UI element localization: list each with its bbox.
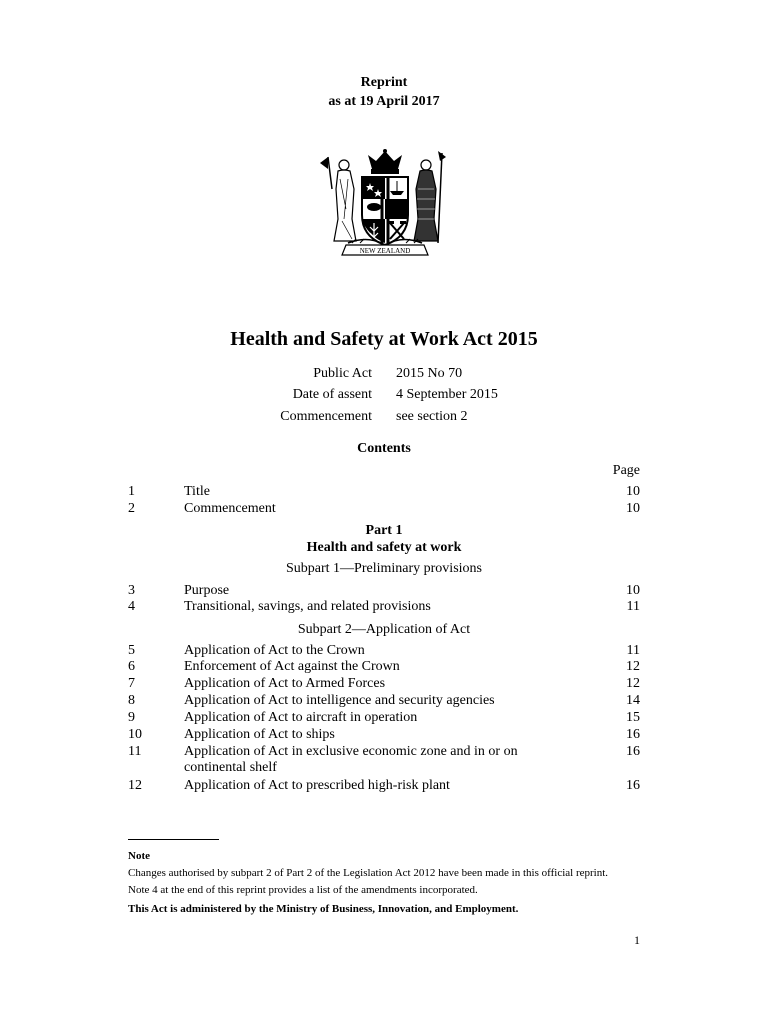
toc-number: 5: [128, 643, 135, 658]
page-number: 1: [634, 933, 640, 947]
toc-number: 9: [128, 710, 135, 725]
meta-row-date-of-assent: [0, 387, 768, 403]
toc-title: Purpose: [184, 583, 230, 598]
administered-by-note: This Act is administered by the Ministry of Business, Innovation, and Employment.: [128, 903, 519, 915]
toc-page: 10: [626, 583, 640, 598]
toc-title: Commencement: [184, 501, 276, 516]
subpart-heading: Subpart 1—Preliminary provisions: [286, 561, 482, 576]
meta-label: Commencement: [280, 409, 372, 424]
meta-label: Public Act: [313, 366, 372, 381]
reprint-label: Reprint: [360, 75, 408, 90]
toc-title: Application of Act to aircraft in operation: [184, 710, 418, 725]
meta-label: Date of assent: [292, 387, 372, 402]
toc-page: 16: [626, 778, 640, 793]
footnote-rule: [128, 839, 219, 840]
toc-number: 2: [128, 501, 135, 516]
toc-number: 1: [128, 484, 135, 499]
meta-row-commencement: [0, 409, 768, 425]
meta-value: 2015 No 70: [396, 366, 463, 381]
toc-number: 3: [128, 583, 135, 598]
toc-title: Application of Act to the Crown: [184, 643, 365, 658]
note-line: Note 4 at the end of this reprint provides a list of the amendments incorporated.: [128, 884, 478, 896]
toc-page: 11: [626, 599, 640, 614]
toc-number: 12: [128, 778, 142, 793]
toc-title: Title: [184, 484, 210, 499]
toc-page: 15: [626, 710, 640, 725]
toc-page: 16: [626, 744, 640, 759]
toc-number: 10: [128, 727, 142, 742]
part-label: Part 1: [365, 523, 403, 538]
toc-page: 10: [626, 501, 640, 516]
crest-banner-text: NEW ZEALAND: [359, 247, 411, 255]
toc-title: Application of Act in exclusive economic zone and in or on continental shelf: [184, 744, 518, 775]
part-title: Health and safety at work: [306, 540, 462, 555]
note-line: Changes authorised by subpart 2 of Part 2 of the Legislation Act 2012 have been made in this official reprint.: [128, 867, 609, 879]
toc-title: Application of Act to intelligence and security agencies: [184, 693, 495, 708]
act-title: Health and Safety at Work Act 2015: [230, 328, 538, 350]
toc-title: Enforcement of Act against the Crown: [184, 659, 400, 674]
toc-page: 12: [626, 659, 640, 674]
note-heading: Note: [128, 850, 150, 862]
coat-of-arms-icon: [318, 149, 452, 261]
toc-title: Transitional, savings, and related provisions: [184, 599, 431, 614]
toc-number: 11: [128, 744, 142, 759]
toc-title: Application of Act to ships: [184, 727, 335, 742]
toc-title: Application of Act to Armed Forces: [184, 676, 386, 691]
toc-number: 7: [128, 676, 135, 691]
reprint-date: as at 19 April 2017: [328, 94, 440, 109]
toc-number: 4: [128, 599, 135, 614]
toc-page: 14: [626, 693, 640, 708]
page-column-heading: Page: [612, 463, 640, 478]
toc-page: 10: [626, 484, 640, 499]
toc-page: 16: [626, 727, 640, 742]
toc-number: 6: [128, 659, 135, 674]
toc-title: Application of Act to prescribed high-risk plant: [184, 778, 450, 793]
meta-row-public-act: [0, 366, 768, 382]
meta-value: 4 September 2015: [396, 387, 498, 402]
subpart-heading: Subpart 2—Application of Act: [297, 622, 471, 637]
toc-page: 12: [626, 676, 640, 691]
toc-number: 8: [128, 693, 135, 708]
meta-value: see section 2: [396, 409, 468, 424]
toc-page: 11: [626, 643, 640, 658]
contents-heading: Contents: [357, 441, 411, 456]
reprint-header: [0, 73, 768, 111]
